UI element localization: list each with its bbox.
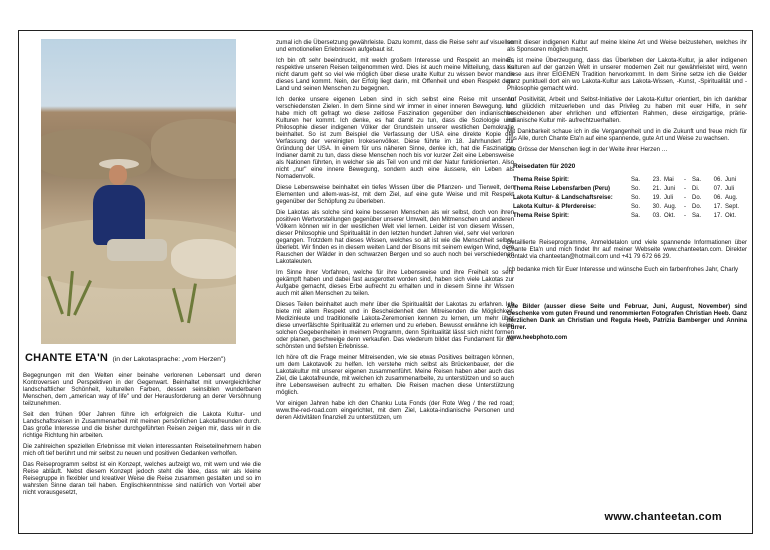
date-d1: Sa. bbox=[631, 177, 641, 183]
paragraph: Im Sinne ihrer Vorfahren, welche für ihre Lebensweise und ihre Freiheit so sehr gekämpft haben und dabei fast ausgerottet worden sind, haben sich viele Lakotas zur Aufgabe gemacht, dieses Erbe aufrecht zu erhalten und in diesem Sinne ihr Wissen auch mit allen Menschen zu teilen. bbox=[276, 269, 514, 297]
date-d1: So. bbox=[631, 186, 641, 192]
date-d2: Sa. bbox=[692, 213, 702, 219]
date-m2: Aug. bbox=[725, 195, 738, 201]
date-d2: Di. bbox=[692, 186, 700, 192]
dates-table bbox=[513, 176, 745, 221]
date-separator: - bbox=[684, 213, 686, 219]
date-separator: - bbox=[684, 195, 686, 201]
paragraph: Ich denke unsere eigenen Leben sind in sich selbst eine Reise mit unseren verschiedensten Zielen. In dem Sinne sind wir immer in einer inneren Bewegung. Ich habe mich oft gefragt wo diese zeitlose Faszination gegenüber den indianischen Kulturen her kommt. Ich denke, es hat damit zu tun, dass die Soziologie und Philosophie dieser indigenen Völker der Grundstein unserer westlichen Demokratie beinhaltet. So ist zum Beispiel die Verfassung der USA eine direkte Kopie der Verfassung der vereinigten Irokesenvölker. Diese führte im 18. Jahrhundert zur Gründung der USA. In einem für uns näheren Sinne, denke ich, hat die Faszination Indianer damit zu tun, dass diese Menschen noch bis vor kurzer Zeit eine Lebensweise als Nationen führten, in welcher sie als Teil von und mit der Natur funktionierten. Also nicht „nur" eine innere Bewegung, sondern auch eine äussere, ein Leben als Nomadenvolk. bbox=[276, 96, 514, 180]
date-row bbox=[513, 185, 745, 194]
brochure-subtitle: (in der Lakotasprache: „vom Herzen") bbox=[112, 356, 226, 363]
credits-paragraph: Alle Bilder (ausser diese Seite und Februar, Juni, August, November) sind Geschenke vom guten Freund und renommierten Fotografen Christian Heeb. Ganz herzlichen Dank an Christian und Regula Heeb, Patrizia Bamberger und Annina Furrer. bbox=[507, 303, 747, 331]
left-column bbox=[23, 39, 261, 500]
paragraph: Dieses Teilen beinhaltet auch mehr über die Spiritualität der Lakotas zu erfahren. Ich biete mit allem Respekt und in Bescheidenheit den Mitreisenden die Möglichkeit, Medizinleute und traditionelle Lakota-Zeremonien kennen zu lernen, um mehr über diese unverfälschte Spiritualität zu erlernen und zu erleben. Bewusst erwähne ich keine solchen Gegebenheiten in meinem Programm, denn Spiritualität lässt sich nicht formen oder planen, geschweige denn verkaufen. Das wiederum bildet das Fundament für die schönsten und tiefsten Erlebnisse. bbox=[276, 301, 514, 350]
date-separator: - bbox=[684, 186, 686, 192]
paragraph: Seit den frühen 90er Jahren führe ich erfolgreich die Lakota Kultur- und Landschaftsreisen in Zusammenarbeit mit meinen persönlichen Lakotafreunden durch. Das große Interesse und die bisher durchgeführten Reisen zeigen mir, dass wir in die richtige Richtung hin arbeiten. bbox=[23, 411, 261, 439]
date-m1: Juni bbox=[664, 186, 676, 192]
date-m1: Juli bbox=[664, 195, 674, 201]
paragraph: Ich höre oft die Frage meiner Mitreisenden, wie sie etwas Positives beitragen können, um dem Lakotavolk zu helfen. Ich verstehe mich selbst als Brückenbauer, der die Lakotakultur mit unserer eigenen zusammenführt. Meine Reisen haben aber auch das Ziel, die Lakotafreunde, mit welchen ich zusammenarbeite, zu unterstützen und so auch ihre Lebensweisen aufrecht zu erhalten. Die Reisen machen diese Unterstützung möglich. bbox=[276, 354, 514, 396]
date-m2: Sept. bbox=[725, 204, 740, 210]
paragraph: Vor einigen Jahren habe ich den Chanku Luta Fonds (der Rote Weg / the red road; www.the-red-road.com eingerichtet, mit dem Ziel, Lakota-indianische Personen und deren Aktivitäten finanziell zu unterstützen, um bbox=[276, 400, 514, 421]
paragraph: Diese Lebensweise beinhaltet ein tiefes Wissen über die Pflanzen- und Tierwelt, den Elementen und allem-was-ist, mit dem Ziel, auf eine gute Weise und mit Respekt gegenüber der Schöpfung zu überleben. bbox=[276, 184, 514, 205]
brochure-page bbox=[18, 30, 753, 534]
date-name: Thema Reise Lebensfarben (Peru) bbox=[513, 186, 611, 192]
paragraph: Ich bin oft sehr beeindruckt, mit welch großem Interesse und Respekt an meinen, respektive unseren Reisen teilgenommen wird. Dies ist auch meine Mitteilung, dass es nicht darum geht so viel wie möglich über diese uralte Kultur zu wissen bevor man in dieses Land kommt. Nein, der Erfolg liegt darin, mit Offenheit und eben Respekt dem Land und seinen Menschen zu begegnen. bbox=[276, 57, 514, 92]
date-d1: So. bbox=[631, 204, 641, 210]
date-d1: Sa. bbox=[631, 213, 641, 219]
date-d2: Do. bbox=[692, 195, 702, 201]
paragraph: zumal ich die Übersetzung gewährleiste. Dazu kommt, dass die Reise sehr auf visuellen und emotionellen Erlebnissen aufgebaut ist. bbox=[276, 39, 514, 53]
paragraph: Die zahlreichen speziellen Erlebnisse mit vielen interessanten Reiseteilnehmern haben mich oft tief berührt und mir selbst zu neuen und positiven Gedanken verholfen. bbox=[23, 443, 261, 457]
date-n1: 03. bbox=[652, 213, 661, 219]
date-separator: - bbox=[684, 204, 686, 210]
brochure-title: CHANTE ETA'N bbox=[25, 352, 109, 364]
date-n2: 17. bbox=[713, 204, 722, 210]
date-m1: Aug. bbox=[664, 204, 677, 210]
date-name: Lakota Kultur- & Landschaftsreise: bbox=[513, 195, 613, 201]
date-n2: 06. bbox=[713, 195, 722, 201]
contact-paragraph: Detaillierte Reiseprogramme, Anmeldetalon und viele spannende Informationen über Chante Eta'n und mich findet Ihr auf meiner Webseite www.chanteetan.com. Direkter Kontakt via chanteetan@hotmail.com und +41 79 672 66 29. bbox=[507, 239, 747, 260]
date-separator: - bbox=[684, 177, 686, 183]
date-m2: Juli bbox=[725, 186, 735, 192]
date-n1: 23. bbox=[652, 177, 661, 183]
date-n1: 21. bbox=[652, 186, 661, 192]
date-name: Thema Reise Spirit: bbox=[513, 177, 570, 183]
paragraph: Auf Positivität, Arbeit und Selbst-Initiative der Lakota-Kultur orientiert, bin ich dankbar und glücklich mitzuerleben und das Privileg zu haben mit euer Hilfe, in sehr bescheidenen aber ehrlichen und effizienten Rahmen, diese einzigartige, prärie-indianische Kultur mit- aufrechtzuerhalten. bbox=[507, 96, 747, 124]
date-name: Thema Reise Spirit: bbox=[513, 213, 570, 219]
date-name: Lakota Kultur- & Pferdereise: bbox=[513, 204, 597, 210]
date-d2: Do. bbox=[692, 204, 702, 210]
date-row bbox=[513, 212, 745, 221]
paragraph: Mit Dankbarkeit schaue ich in die Vergangenheit und in die Zukunft und freue mich für uns Alle, durch Chante Eta'n auf eine spannende, gute Art und Weise zu wachsen. bbox=[507, 128, 747, 142]
photographer-link[interactable]: www.heebphoto.com bbox=[507, 335, 568, 341]
paragraph: somit dieser indigenen Kultur auf meine kleine Art und Weise beizustehen, welches ihr als Sponsoren möglich macht. bbox=[507, 39, 747, 53]
right-column bbox=[507, 39, 747, 341]
date-n1: 30. bbox=[652, 204, 661, 210]
date-row bbox=[513, 194, 745, 203]
date-row bbox=[513, 176, 745, 185]
dates-title: Reisedaten für 2020 bbox=[513, 163, 576, 170]
thanks-paragraph: Ich bedanke mich für Euer Interesse und wünsche Euch ein farbenfrohes Jahr, Charly bbox=[507, 266, 739, 273]
date-n2: 07. bbox=[713, 186, 722, 192]
paragraph: Das Reiseprogramm selbst ist ein Konzept, welches aufzeigt wo, mit wem und wie die Reise abläuft. Nebst diesem Konzept jedoch steht die Idee, dass wir als kleine Reisegruppe in flexibler und kreativer Weise die Reise zusammen gestalten und so im wahrsten Sinne daran teil haben. Englischkenntnisse sind natürlich von Vorteil aber nicht vorausgesetzt, bbox=[23, 461, 261, 496]
date-m2: Juni bbox=[725, 177, 737, 183]
date-d2: Sa. bbox=[692, 177, 702, 183]
paragraph: Die Grösse der Menschen liegt in der Weite ihrer Herzen … bbox=[507, 146, 668, 153]
date-n1: 19. bbox=[652, 195, 661, 201]
paragraph: Begegnungen mit den Welten einer beinahe verlorenen Lebensart und deren Kontroversen und Perspektiven in der Gegenwart. Beinhaltet mit unvergleichlicher landschaftlicher Schönheit, kulturellen Farben, dessen seinsiblen wunderbaren Menschen, dem „american way of life" und der Herausforderung an derer Versöhnung teilzunehmen. bbox=[23, 372, 261, 407]
date-m1: Mai bbox=[664, 177, 674, 183]
landscape-photo bbox=[41, 39, 236, 344]
date-n2: 17. bbox=[713, 213, 722, 219]
date-n2: 06. bbox=[713, 177, 722, 183]
date-d1: So. bbox=[631, 195, 641, 201]
date-m2: Okt. bbox=[725, 213, 737, 219]
date-m1: Okt. bbox=[664, 213, 676, 219]
footer-website[interactable]: www.chanteetan.com bbox=[604, 511, 722, 523]
middle-column bbox=[276, 39, 514, 425]
paragraph: Die Lakotas als solche sind keine besseren Menschen als wir selbst, doch von ihren positiven Wertvorstellungen gegenüber unserer Umwelt, den Mitmenschen und anderen Völkern können wir in der westlichen Welt viel lernen. Leider ist von diesem Wissen, dieser Philosophie und Spiritualität in den letzten hundert Jahren viel, sehr viel verloren gegangen. Trotzdem hat dieses Wissen, welches so alt ist wie die Menschheit selbst, überlebt. Wir finden es in diesem weiten Land der Bisons mit seinem ewigen Wind, dem Rauschen der Wälder in den schwarzen Bergen und so auch noch bei verschiedenen Lakotaleuten. bbox=[276, 209, 514, 265]
date-row bbox=[513, 203, 745, 212]
paragraph: Es ist meine Überzeugung, dass das Überleben der Lakota-Kultur, ja aller indigenen Kulturen auf der ganzen Welt in unserer modernen Zeit nur gewährleistet wird, wenn diese aus ihrer EIGENEN Tradition hervorkommt. In dem Sinne setze ich die Gelder ganz punktuell dort ein wo Lakota-Kultur aus Lakota-Wissen, -Kunst, -Spiritualität und -Philosophie gemacht wird. bbox=[507, 57, 747, 92]
brochure-heading bbox=[25, 348, 261, 366]
